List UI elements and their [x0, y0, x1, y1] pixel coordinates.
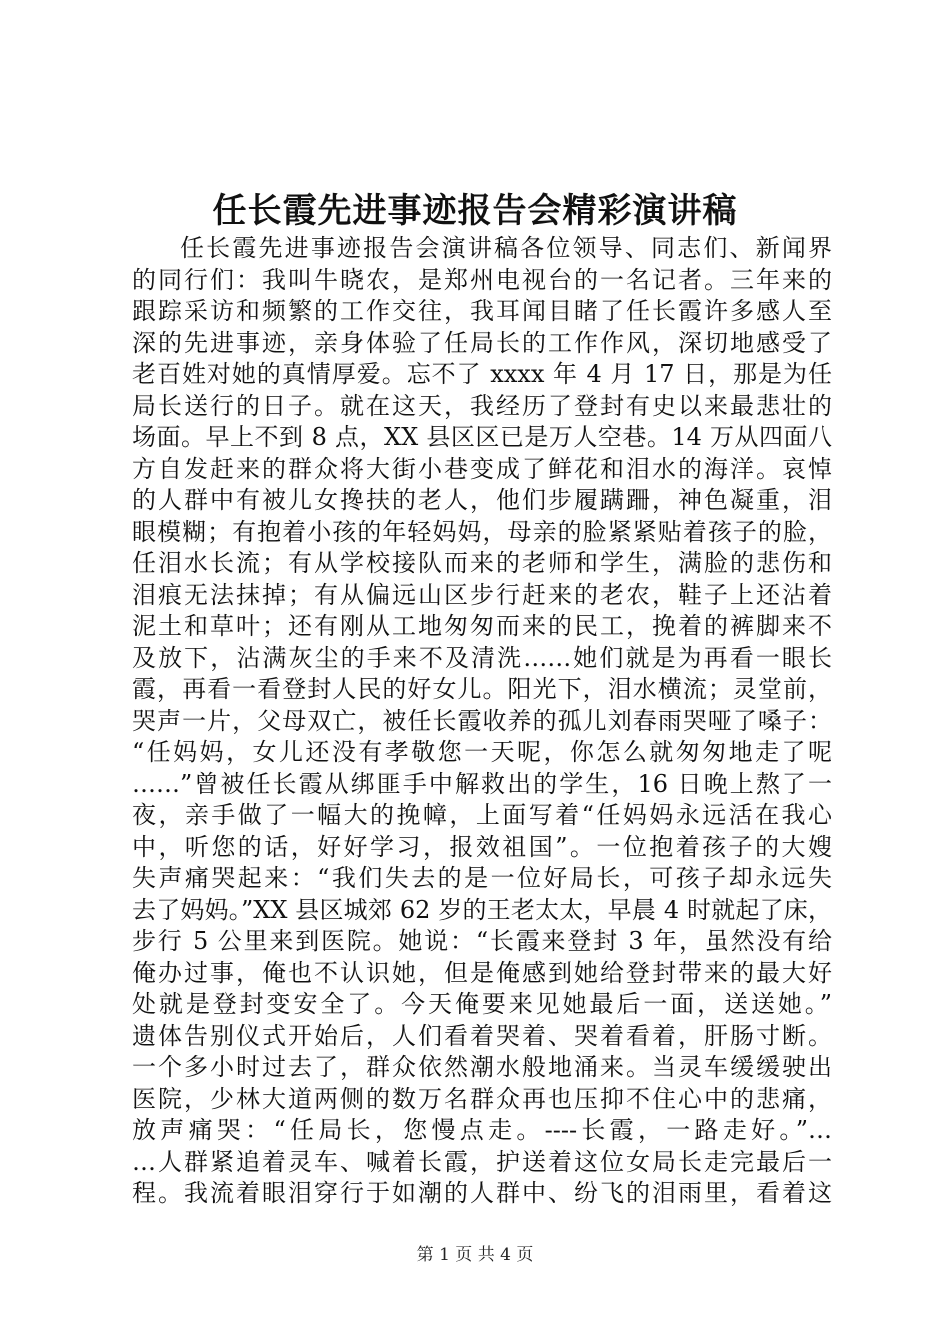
body-line: 深的先进事迹，亲身体验了任局长的工作作风，深切地感受了	[132, 328, 832, 357]
body-line: 场面。早上不到 8 点，XX 县区区已是万人空巷。14 万从四面八	[132, 423, 832, 451]
body-line: 泪痕无法抹掉；有从偏远山区步行赶来的老农，鞋子上还沾着	[132, 580, 832, 609]
body-line: 老百姓对她的真情厚爱。忘不了 xxxx 年 4 月 17 日，那是为任	[132, 360, 832, 388]
body-line: 处就是登封变安全了。今天俺要来见她最后一面，送送她。”	[132, 990, 832, 1018]
body-line: …人群紧追着灵车、喊着长霞，护送着这位女局长走完最后一	[132, 1147, 832, 1176]
body-line: 放声痛哭：“任局长，您慢点走。----长霞，一路走好。”…	[132, 1116, 832, 1144]
body-line: 哭声一片，父母双亡，被任长霞收养的孤儿刘春雨哭哑了嗓子：	[132, 706, 832, 735]
body-line: 失声痛哭起来：“我们失去的是一位好局长，可孩子却永远失	[132, 864, 832, 892]
body-line: 霞，再看一看登封人民的好女儿。阳光下，泪水横流；灵堂前，	[132, 675, 832, 703]
body-line: 夜，亲手做了一幅大的挽幛，上面写着“任妈妈永远活在我心	[132, 801, 832, 829]
body-line: 俺办过事，俺也不认识她，但是俺感到她给登封带来的最大好	[132, 958, 832, 987]
document-body	[132, 233, 832, 1210]
body-line: 步行 5 公里来到医院。她说：“长霞来登封 3 年，虽然没有给	[132, 927, 832, 955]
body-line: 一个多小时过去了，群众依然潮水般地涌来。当灵车缓缓驶出	[132, 1053, 832, 1081]
body-line: 中，听您的话，好好学习，报效祖国”。一位抱着孩子的大嫂	[132, 832, 832, 861]
document-title: 任长霞先进事迹报告会精彩演讲稿	[212, 191, 738, 231]
body-line: “任妈妈，女儿还没有孝敬您一天呢，你怎么就匆匆地走了呢	[132, 738, 832, 766]
page-footer: 第 1 页 共 4 页	[416, 1245, 534, 1265]
body-line: 泥土和草叶；还有刚从工地匆匆而来的民工，挽着的裤脚来不	[132, 612, 832, 640]
body-line: 及放下，沾满灰尘的手来不及清洗……她们就是为再看一眼长	[132, 643, 832, 672]
body-line: 跟踪采访和频繁的工作交往，我耳闻目睹了任长霞许多感人至	[132, 297, 832, 325]
body-line: 的同行们：我叫牛晓农，是郑州电视台的一名记者。三年来的	[132, 265, 832, 294]
body-line: 去了妈妈。”XX 县区城郊 62 岁的王老太太，早晨 4 时就起了床，	[132, 895, 832, 924]
body-line: 程。我流着眼泪穿行于如潮的人群中、纷飞的泪雨里，看着这	[132, 1179, 832, 1207]
body-line: 任泪水长流；有从学校接队而来的老师和学生，满脸的悲伤和	[132, 549, 832, 577]
body-line: 遗体告别仪式开始后，人们看着哭着、哭着看着，肝肠寸断。	[132, 1021, 832, 1050]
body-line: 方自发赶来的群众将大街小巷变成了鲜花和泪水的海洋。哀悼	[132, 454, 832, 483]
body-line: ……”曾被任长霞从绑匪手中解救出的学生，16 日晚上熬了一	[132, 769, 832, 798]
body-line: 的人群中有被儿女搀扶的老人，他们步履蹒跚，神色凝重，泪	[132, 486, 832, 514]
body-line: 任长霞先进事迹报告会演讲稿各位领导、同志们、新闻界	[180, 234, 832, 262]
body-line: 局长送行的日子。就在这天，我经历了登封有史以来最悲壮的	[132, 391, 832, 420]
body-line: 眼模糊；有抱着小孩的年轻妈妈，母亲的脸紧紧贴着孩子的脸，	[132, 517, 832, 546]
body-line: 医院，少林大道两侧的数万名群众再也压抑不住心中的悲痛，	[132, 1084, 832, 1113]
